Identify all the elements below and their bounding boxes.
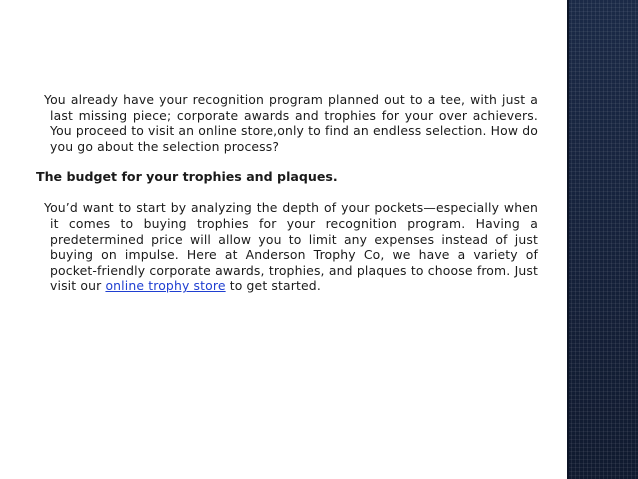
side-bar-edge xyxy=(567,0,569,479)
decorative-side-bar xyxy=(567,0,638,479)
budget-paragraph-tail: to get started. xyxy=(225,278,321,294)
online-trophy-store-link[interactable]: online trophy store xyxy=(105,278,226,294)
budget-paragraph-text: You’d want to start by analyzing the depth of your pockets—especially when it comes to buying trophies for your recognition program. Having a predetermined price will allow you to limit any expenses instead of just buying on impulse. Here at Anderson Trophy Co, we have a variety of pocket-friendly corporate awards, trophies, and plaques to choose from. Just visit our xyxy=(44,200,538,294)
budget-paragraph xyxy=(36,200,538,294)
intro-paragraph: You already have your recognition program planned out to a tee, with just a last missing piece; corporate awards and trophies for your over achievers. You proceed to visit an online store,only to find an endless selection. How do you go about the selection process? xyxy=(44,92,538,154)
slide-content xyxy=(36,92,538,294)
section-heading: The budget for your trophies and plaques. xyxy=(36,169,338,185)
